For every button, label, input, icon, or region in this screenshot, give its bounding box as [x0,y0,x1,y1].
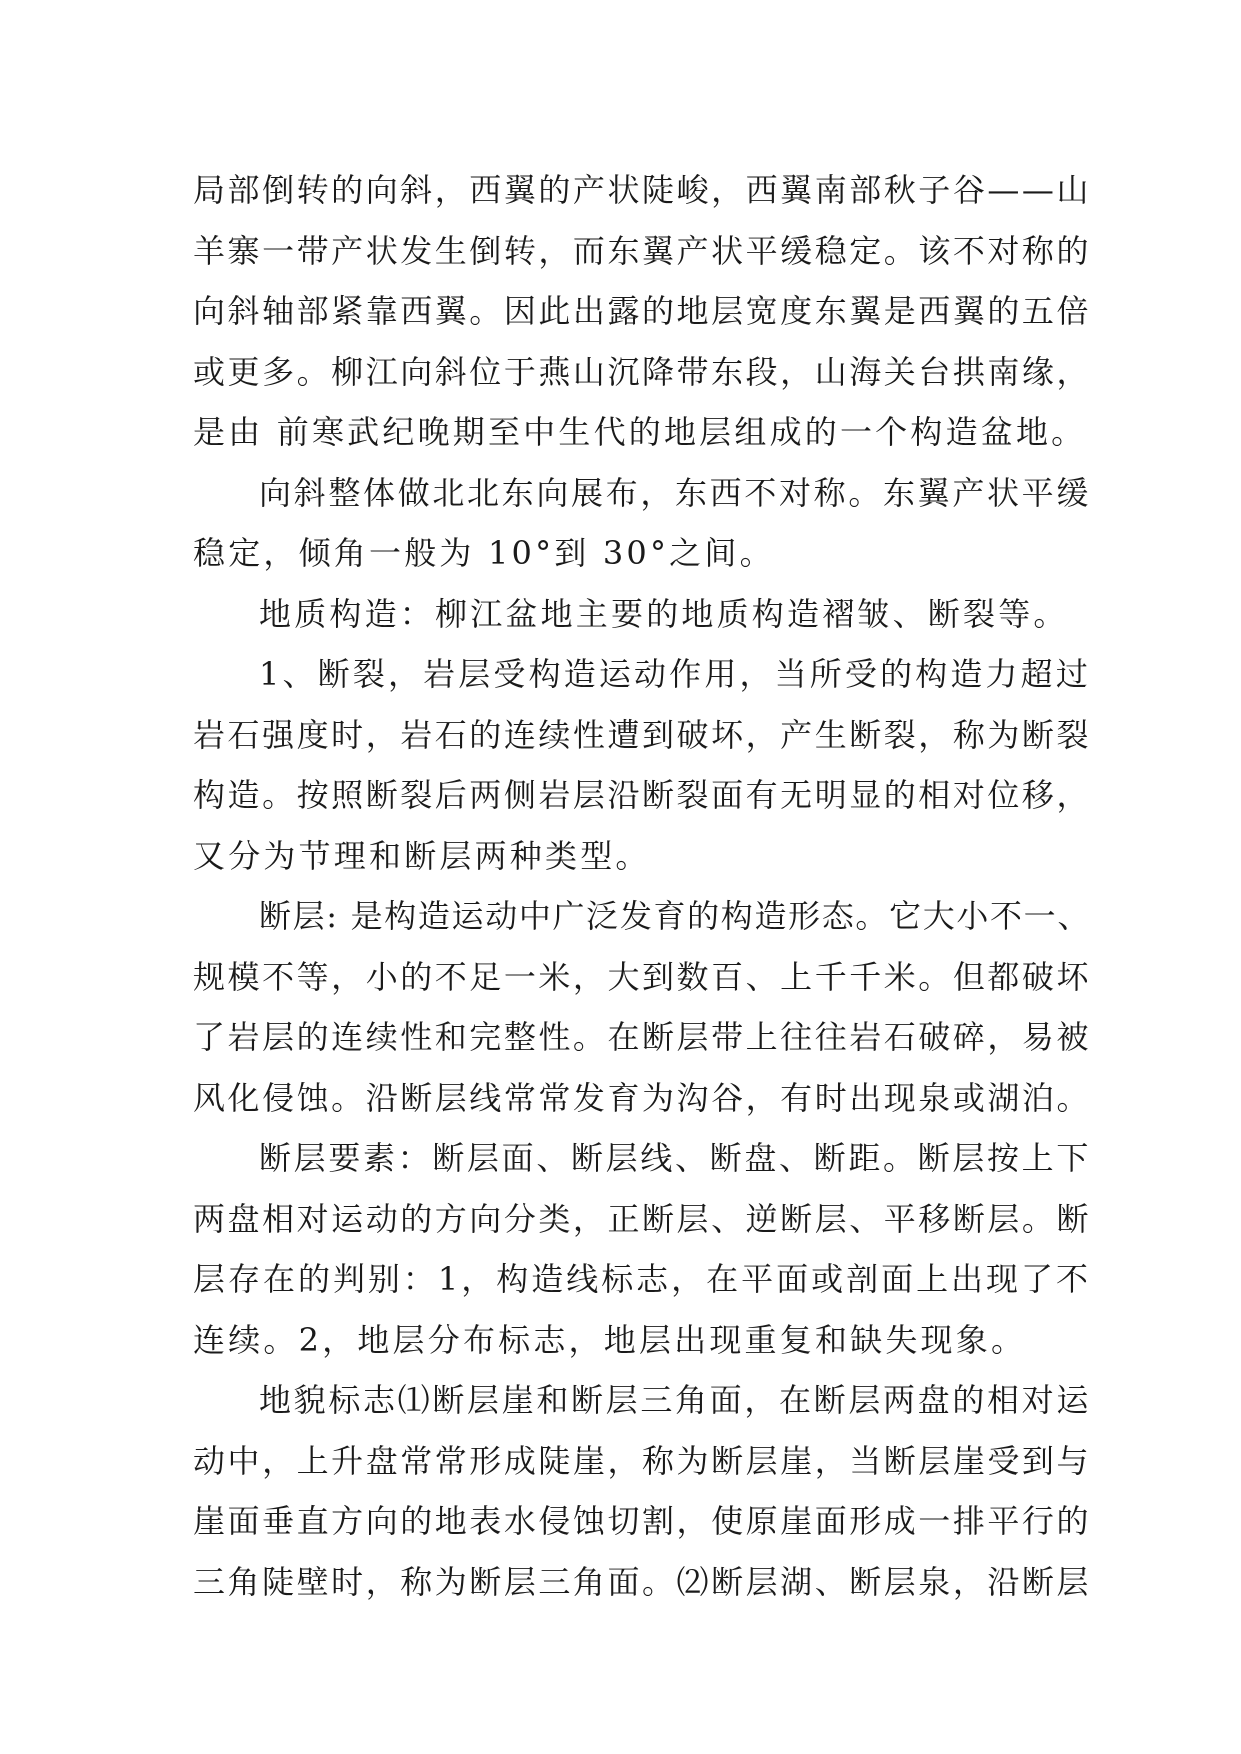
text-line: 崖面垂直方向的地表水侵蚀切割，使原崖面形成一排平行的 [193,1502,1091,1540]
text-line: 岩石强度时，岩石的连续性遭到破坏，产生断裂，称为断裂 [193,715,1091,754]
text-line: 了岩层的连续性和完整性。在断层带上往往岩石破碎，易被 [193,1018,1091,1056]
text-line: 连续。2，地层分布标志，地层出现重复和缺失现象。 [193,1320,1027,1359]
text-line: 规模不等，小的不足一米，大到数百、上千千米。但都破坏 [193,957,1091,996]
text-line: 向斜轴部紧靠西翼。因此出露的地层宽度东翼是西翼的五倍 [193,292,1091,330]
text-line: 羊寨一带产状发生倒转，而东翼产状平缓稳定。该不对称的 [193,231,1091,270]
text-line: 或更多。柳江向斜位于燕山沉降带东段，山海关台拱南缘， [193,352,1091,391]
text-line: 断层: 是构造运动中广泛发育的构造形态。它大小不一、 [259,897,1091,935]
text-line: 两盘相对运动的方向分类，正断层、逆断层、平移断层。断 [193,1199,1091,1238]
text-line: 构造。按照断裂后两侧岩层沿断裂面有无明显的相对位移， [193,776,1091,814]
body-text [193,160,1091,1612]
text-line: 向斜整体做北北东向展布，东西不对称。东翼产状平缓 [259,473,1091,512]
text-line: 地貌标志⑴断层崖和断层三角面，在断层两盘的相对运 [259,1381,1091,1419]
text-line: 局部倒转的向斜，西翼的产状陡峻，西翼南部秋子谷——山 [193,171,1091,209]
text-line: 是由 前寒武纪晚期至中生代的地层组成的一个构造盆地。 [193,413,1087,451]
text-line: 动中，上升盘常常形成陡崖，称为断层崖，当断层崖受到与 [193,1441,1091,1480]
text-line: 三角陡壁时，称为断层三角面。⑵断层湖、断层泉，沿断层 [193,1562,1091,1601]
text-line: 断层要素：断层面、断层线、断盘、断距。断层按上下 [259,1139,1091,1177]
text-line: 稳定，倾角一般为 10°到 30°之间。 [193,534,775,572]
text-line: 地质构造：柳江盆地主要的地质构造褶皱、断裂等。 [259,594,1069,633]
text-line: 层存在的判别：1，构造线标志，在平面或剖面上出现了不 [193,1260,1091,1298]
text-line: 又分为节理和断层两种类型。 [193,836,651,875]
text-line: 风化侵蚀。沿断层线常常发育为沟谷，有时出现泉或湖泊。 [193,1078,1091,1117]
text-line: 1、断裂，岩层受构造运动作用，当所受的构造力超过 [259,655,1091,693]
